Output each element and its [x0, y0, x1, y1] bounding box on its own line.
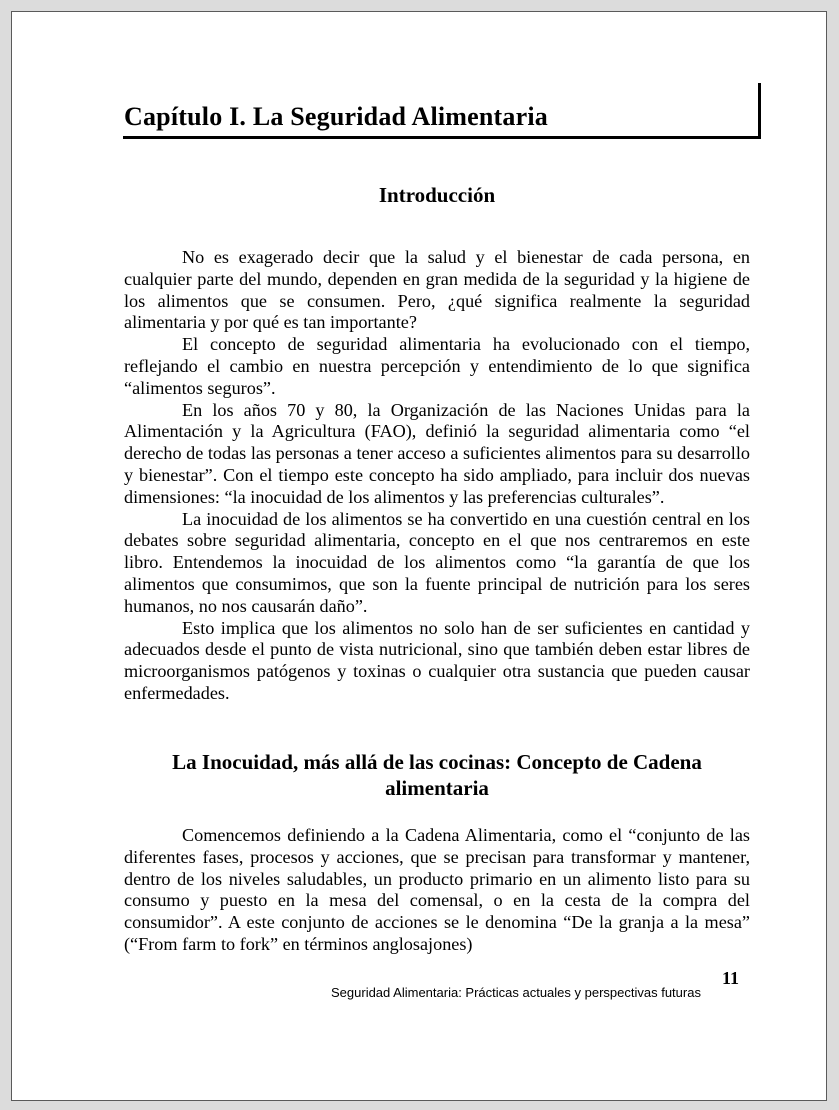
paragraph: El concepto de seguridad alimentaria ha evolucionado con el tiempo, reflejando el cambio en nuestra percepción y entendimiento de lo que significa “alimentos seguros”. — [124, 334, 750, 398]
intro-body — [124, 247, 750, 705]
document-page — [11, 11, 827, 1101]
page-number: 11 — [722, 968, 740, 988]
paragraph: Esto implica que los alimentos no solo han de ser suficientes en cantidad y adecuados desde el punto de vista nutricional, sino que también deben estar libres de microorganismos patógenos y toxinas o cualquier otra sustancia que pueden causar enfermedades. — [124, 617, 750, 703]
intro-title: Introducción — [378, 183, 496, 207]
section-body — [124, 825, 750, 956]
paragraph: La inocuidad de los alimentos se ha convertido en una cuestión central en los debates sobre seguridad alimentaria, concepto en el que nos centraremos en este libro. Entendemos la inocuidad de los alimentos como “la garantía de que los alimentos que consumimos, que son la fuente principal de nutrición para los seres humanos, no nos causarán daño”. — [124, 508, 750, 616]
chapter-heading: Capítulo I. La Seguridad Alimentaria — [124, 102, 548, 131]
paragraph: Comencemos definiendo a la Cadena Alimentaria, como el “conjunto de las diferentes fases, procesos y acciones, que se precisan para transformar y mantener, dentro de los niveles saludables, un producto primario en un alimento listo para su consumo y puesto en la mesa del comensal, o en la cesta de la compra del consumidor”. A este conjunto de acciones se le denomina “De la granja a la mesa” (“From farm to fork” en términos anglosajones) — [124, 825, 750, 954]
section-title: La Inocuidad, más allá de las cocinas: Concepto de Cadena alimentaria — [172, 750, 702, 800]
paragraph: En los años 70 y 80, la Organización de las Naciones Unidas para la Alimentación y la Agricultura (FAO), definió la seguridad alimentaria como “el derecho de todas las personas a tener acceso a suficientes alimentos para su desarrollo y bienestar”. Con el tiempo este concepto ha sido ampliado, para incluir dos nuevas dimensiones: “la inocuidad de los alimentos y las preferencias culturales”. — [124, 399, 750, 507]
chapter-rule-right — [758, 83, 761, 139]
running-footer: Seguridad Alimentaria: Prácticas actuales y perspectivas futuras — [331, 985, 701, 1000]
paragraph: No es exagerado decir que la salud y el bienestar de cada persona, en cualquier parte del mundo, dependen en gran medida de la seguridad y la higiene de los alimentos que se consumen. Pero, ¿qué significa realmente la seguridad alimentaria y por qué es tan importante? — [124, 247, 750, 333]
chapter-rule-bottom — [123, 136, 761, 139]
